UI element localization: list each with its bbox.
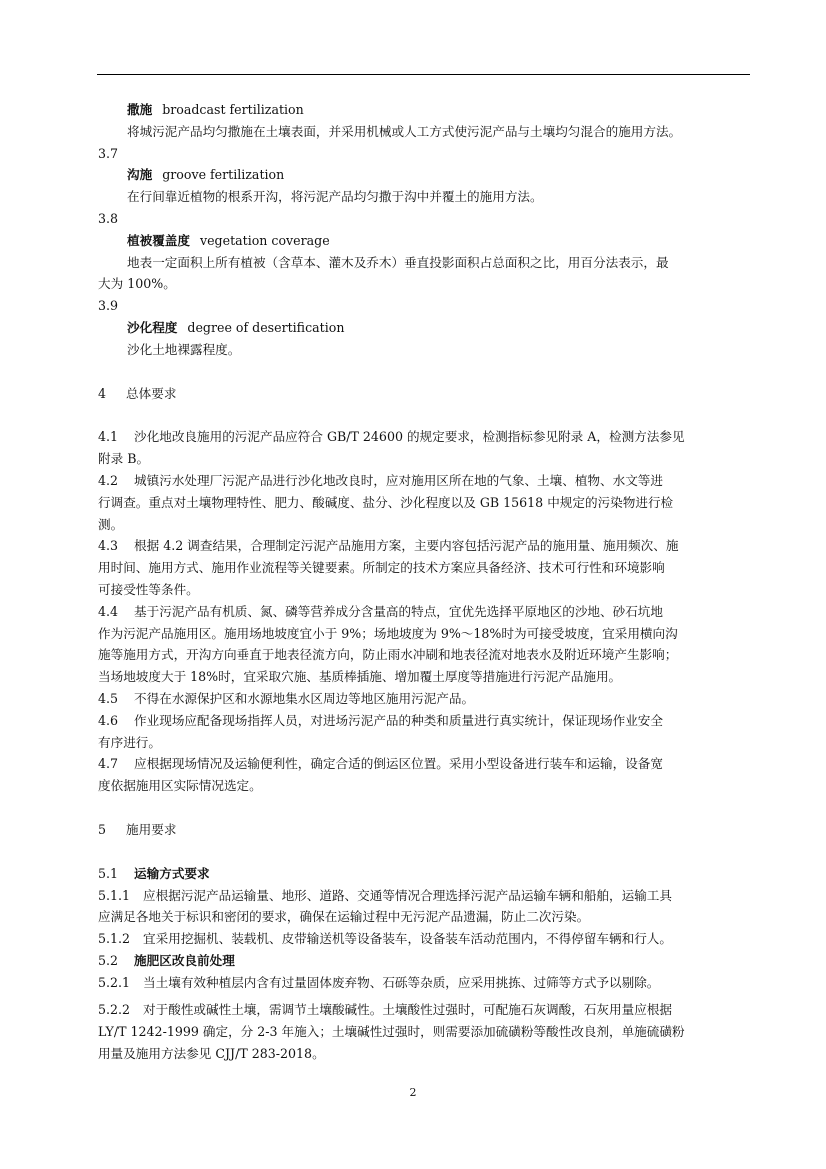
clause-4-5 (98, 688, 750, 710)
section-title: 总体要求 (126, 385, 177, 401)
clause-4-6 (98, 710, 750, 754)
page-body (98, 99, 750, 1065)
clause-4-1 (98, 426, 750, 470)
clause-4-4 (98, 601, 750, 688)
clause-text-continued: 作为污泥产品施用区。施用场地坡度宜小于 9%；场地坡度为 9%～18%时为可接受坡度，宜采用横向沟 (98, 625, 678, 641)
term-title-en: broadcast fertilization (162, 102, 304, 117)
clause-text: 不得在水源保护区和水源地集水区周边等地区施用污泥产品。 (134, 690, 475, 706)
clause-text: 应根据污泥产品运输量、地形、道路、交通等情况合理选择污泥产品运输车辆和船舶，运输工具 (143, 887, 672, 903)
term-title-en: degree of desertification (187, 319, 345, 335)
clause-number: 4.7 (98, 756, 119, 772)
clause-text: 宜采用挖掘机、装载机、皮带输送机等设备装车，设备装车活动范围内，不得停留车辆和行人。 (143, 931, 672, 947)
term-definition: 将城污泥产品均匀撒施在土壤表面，并采用机械或人工方式使污泥产品与土壤均匀混合的施用方法。 (127, 123, 682, 139)
term-title-en: vegetation coverage (199, 232, 330, 248)
clause-number: 5.2.1 (98, 974, 131, 990)
clause-number: 4.1 (98, 429, 119, 445)
clause-5-1-2 (98, 928, 750, 950)
term-title-zh: 沟施 (127, 167, 153, 183)
clause-text: 对于酸性或碱性土壤，需调节土壤酸碱性。土壤酸性过强时，可配施石灰调酸，石灰用量应根据 (143, 1002, 672, 1018)
clause-number: 4.6 (98, 712, 119, 728)
section-heading (98, 383, 750, 405)
clause-number: 5.1.1 (98, 887, 131, 903)
clause-text: 基于污泥产品有机质、氮、磷等营养成分含量高的特点，宜优先选择平原地区的沙地、砂石坑地 (134, 603, 663, 619)
clause-text-continued: 用量及施用方法参见 CJJ/T 283-2018。 (98, 1046, 325, 1062)
term-definition: 沙化土地裸露程度。 (127, 341, 241, 357)
subsection-title: 运输方式要求 (134, 865, 210, 881)
term-definition: 在行间靠近植物的根系开沟，将污泥产品均匀撒于沟中并覆土的施用方法。 (127, 189, 543, 205)
clause-number: 5.2.2 (98, 1002, 131, 1018)
clause-text-continued: 附录 B。 (98, 451, 150, 467)
clause-text: 当土壤有效种植层内含有过量固体废弃物、石砾等杂质，应采用挑拣、过筛等方式予以剔除。 (143, 974, 660, 990)
clause-number: 4.4 (98, 603, 119, 619)
clause-text-continued: 应满足各地关于标识和密闭的要求，确保在运输过程中无污泥产品遗漏，防止二次污染。 (98, 909, 590, 925)
clause-text-continued: 可接受性等条件。 (98, 581, 199, 597)
clause-text-continued: LY/T 1242-1999 确定，分 2-3 年施入；土壤碱性过强时，则需要添加硫磺粉等酸性改良剂，单施硫磺粉 (98, 1024, 685, 1040)
clause-4-7 (98, 753, 750, 797)
term-definition: 地表一定面积上所有植被（含草本、灌木及乔木）垂直投影面积占总面积之比，用百分法表示，最 (127, 254, 669, 270)
subsection-title: 施肥区改良前处理 (134, 952, 235, 968)
subsection-heading (98, 950, 750, 972)
term-title-zh: 沙化程度 (127, 319, 178, 335)
clause-text: 应根据现场情况及运输便利性，确定合适的倒运区位置。采用小型设备进行装车和运输，设备宽 (134, 756, 663, 772)
clause-text-continued: 有序进行。 (98, 734, 161, 750)
clause-5-2-2 (98, 999, 750, 1064)
clause-4-2 (98, 470, 750, 535)
clause-number: 4.5 (98, 690, 119, 706)
clause-5-2-1 (98, 972, 750, 994)
section-number: 4 (98, 385, 107, 401)
term-number: 3.8 (98, 210, 119, 226)
term-title-zh: 撒施 (127, 102, 153, 117)
subsection-number: 5.1 (98, 865, 119, 881)
subsection-heading (98, 863, 750, 885)
clause-5-1-1 (98, 885, 750, 929)
clause-4-3 (98, 535, 750, 600)
clause-text-continued: 测。 (98, 516, 124, 532)
term-definition-continued: 大为 100%。 (98, 276, 176, 292)
term-vegetation-coverage (98, 208, 750, 295)
term-title-zh: 植被覆盖度 (127, 232, 190, 248)
term-number: 3.9 (98, 298, 119, 314)
clause-text-continued: 施等施用方式，开沟方向垂直于地表径流方向，防止雨水冲刷和地表径流对地表水及附近环境产生影响； (98, 647, 678, 663)
page-number: 2 (409, 1086, 417, 1099)
section-title: 施用要求 (126, 821, 177, 837)
section-number: 5 (98, 821, 107, 837)
clause-number: 5.1.2 (98, 931, 131, 947)
clause-number: 4.2 (98, 472, 119, 488)
term-broadcast-fertilization (98, 99, 750, 143)
clause-text: 沙化地改良施用的污泥产品应符合 GB/T 24600 的规定要求，检测指标参见附录 A，检测方法参见 (134, 429, 685, 445)
clause-text-continued: 当场地坡度大于 18%时，宜采取穴施、基质棒插施、增加覆土厚度等措施进行污泥产品施用。 (98, 669, 622, 685)
subsection-number: 5.2 (98, 952, 119, 968)
clause-text: 根据 4.2 调查结果，合理制定污泥产品施用方案，主要内容包括污泥产品的施用量、施用频次、施 (134, 538, 679, 554)
term-number: 3.7 (98, 145, 119, 161)
section-heading (98, 819, 750, 841)
clause-text-continued: 用时间、施用方式、施用作业流程等关键要素。所制定的技术方案应具备经济、技术可行性和环境影响 (98, 560, 665, 576)
clause-number: 4.3 (98, 538, 119, 554)
term-degree-of-desertification (98, 295, 750, 360)
term-groove-fertilization (98, 143, 750, 208)
clause-text: 城镇污水处理厂污泥产品进行沙化地改良时，应对施用区所在地的气象、土壤、植物、水文等进 (134, 472, 663, 488)
clause-text-continued: 行调查。重点对土壤物理特性、肥力、酸碱度、盐分、沙化程度以及 GB 15618 中规定的污染物进行检 (98, 494, 674, 510)
term-title-en: groove fertilization (162, 167, 285, 183)
clause-text-continued: 度依据施用区实际情况选定。 (98, 778, 262, 794)
header-rule (97, 74, 750, 75)
clause-text: 作业现场应配备现场指挥人员，对进场污泥产品的种类和质量进行真实统计，保证现场作业安全 (134, 712, 663, 728)
